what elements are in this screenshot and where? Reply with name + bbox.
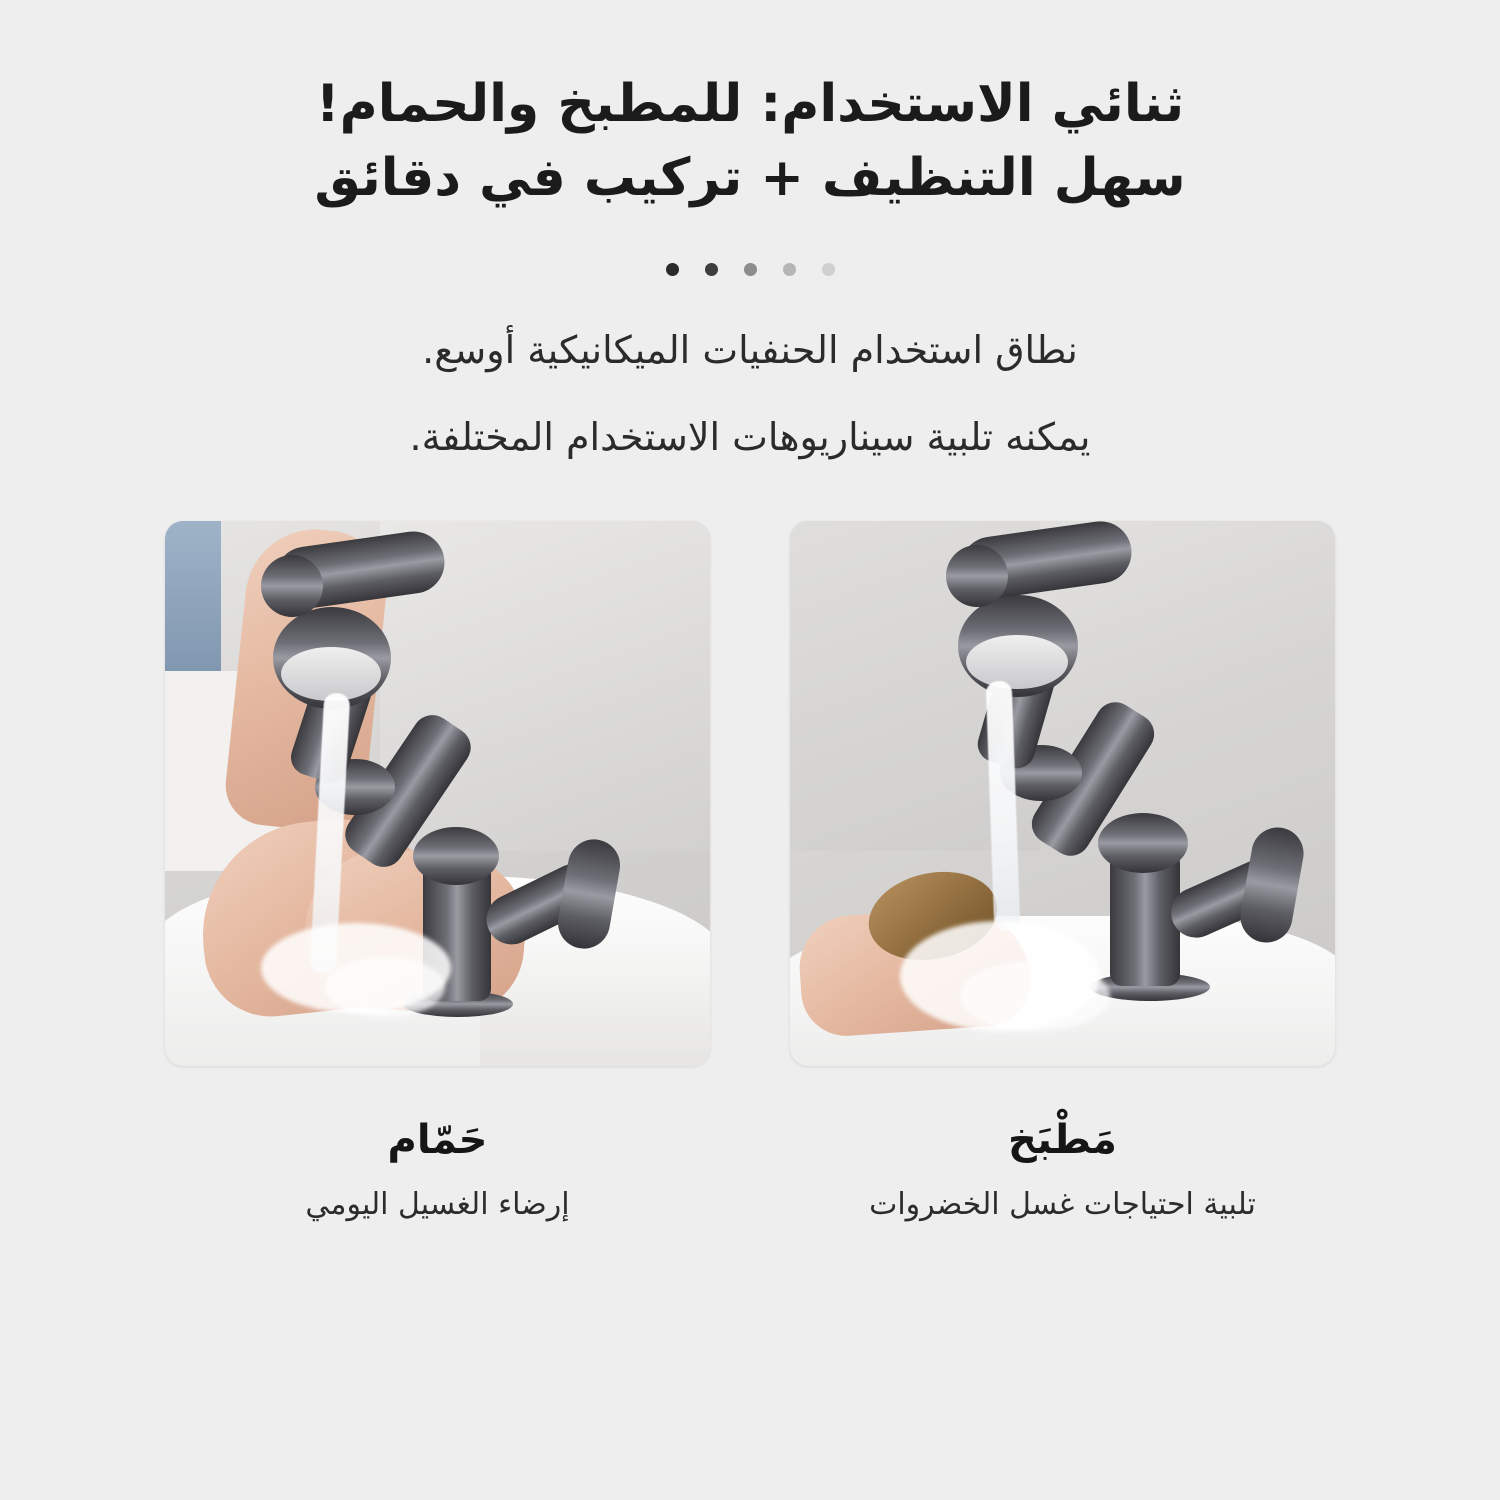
faucet-joint-lower bbox=[413, 827, 499, 885]
dot-icon bbox=[822, 263, 835, 276]
water-splash bbox=[325, 957, 445, 1017]
water-splash bbox=[960, 961, 1110, 1031]
kitchen-title: مَطْبَخ bbox=[1008, 1116, 1117, 1163]
bathroom-photo bbox=[165, 521, 710, 1066]
headline-line-1: ثنائي الاستخدام: للمطبخ والحمام! bbox=[315, 74, 1185, 134]
dot-icon bbox=[744, 263, 757, 276]
faucet-aerator-ring bbox=[281, 647, 381, 701]
dot-icon bbox=[705, 263, 718, 276]
faucet-handle-tip bbox=[554, 835, 624, 952]
feature-cards bbox=[165, 521, 1335, 1226]
faucet-handle-tip bbox=[1236, 823, 1307, 946]
kitchen-photo bbox=[790, 521, 1335, 1066]
kitchen-caption bbox=[869, 1114, 1256, 1226]
card-bathroom bbox=[165, 521, 710, 1226]
bathroom-title: حَمّام bbox=[387, 1116, 488, 1163]
dots-separator bbox=[666, 250, 835, 290]
faucet-aerator-ring bbox=[966, 635, 1068, 689]
page-title bbox=[130, 68, 1370, 216]
subcopy bbox=[150, 320, 1350, 495]
faucet-joint-lower bbox=[1098, 813, 1188, 873]
headline-line-2: سهل التنظيف + تركيب في دقائق bbox=[314, 147, 1186, 208]
dot-icon bbox=[783, 263, 796, 276]
kitchen-desc: تلبية احتياجات غسل الخضروات bbox=[869, 1186, 1256, 1222]
bathroom-caption bbox=[305, 1114, 569, 1226]
subcopy-line-2: يمكنه تلبية سيناريوهات الاستخدام المختلفة. bbox=[409, 415, 1091, 460]
bathroom-desc: إرضاء الغسيل اليومي bbox=[305, 1186, 570, 1222]
card-kitchen bbox=[790, 521, 1335, 1226]
faucet-top-joint bbox=[946, 545, 1008, 607]
subcopy-line-1: نطاق استخدام الحنفيات الميكانيكية أوسع. bbox=[422, 327, 1078, 372]
faucet-top-joint bbox=[261, 555, 323, 617]
dot-icon bbox=[666, 263, 679, 276]
